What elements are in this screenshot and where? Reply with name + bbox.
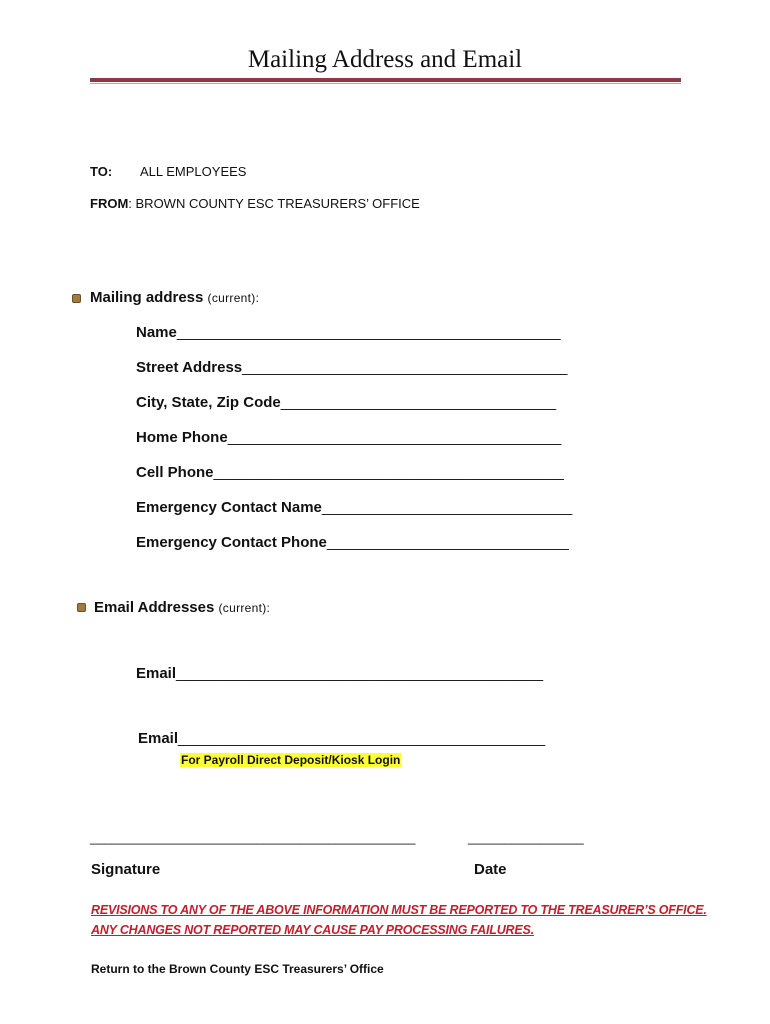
signature-label: Signature — [91, 861, 161, 878]
signature-line[interactable]: _____________________________________________ — [90, 830, 416, 845]
field-city-state-zip[interactable]: City, State, Zip Code_________________________________ — [136, 394, 557, 411]
field-emergency-contact-name[interactable]: Emergency Contact Name______________________________ — [136, 499, 573, 516]
field-email-1[interactable]: Email____________________________________________ — [136, 665, 544, 682]
warning-line-1: REVISIONS TO ANY OF THE ABOVE INFORMATION MUST BE REPORTED TO THE TREASURER’S OFFICE. — [91, 903, 707, 917]
field-cell-phone[interactable]: Cell Phone__________________________________________ — [136, 464, 564, 481]
field-line: ______________________________ — [321, 499, 573, 516]
field-line: ______________________________________________ — [176, 324, 561, 341]
email-note — [180, 751, 401, 769]
page-title: Mailing Address and Email — [247, 46, 523, 73]
title-rule — [90, 78, 681, 82]
to-label: TO: — [90, 164, 113, 179]
field-email-2[interactable]: Email____________________________________________ — [138, 730, 546, 747]
field-line: __________________________________________ — [213, 464, 564, 481]
date-label: Date — [474, 861, 507, 878]
from-label: FROM — [90, 196, 129, 211]
field-name[interactable]: Name______________________________________________ — [136, 324, 561, 341]
from-value: : BROWN COUNTY ESC TREASURERS’ OFFICE — [128, 196, 420, 211]
to-row — [90, 164, 112, 179]
field-home-phone[interactable]: Home Phone________________________________________ — [136, 429, 562, 446]
email-heading: Email Addresses (current): — [94, 599, 271, 616]
bullet-icon — [77, 603, 86, 612]
mailing-heading: Mailing address (current): — [90, 289, 260, 306]
title-rule-thin — [90, 83, 681, 84]
field-line: _________________________________ — [280, 394, 557, 411]
field-line: _______________________________________ — [242, 359, 568, 376]
warning-line-2: ANY CHANGES NOT REPORTED MAY CAUSE PAY PROCESSING FAILURES. — [91, 923, 534, 937]
field-line: ________________________________________ — [227, 429, 562, 446]
field-line: _____________________________ — [326, 534, 569, 551]
footer-return-note: Return to the Brown County ESC Treasurers’ Office — [91, 962, 384, 976]
field-line: ____________________________________________ — [178, 730, 546, 747]
field-street-address[interactable]: Street Address_______________________________________ — [136, 359, 568, 376]
bullet-icon — [72, 294, 81, 303]
highlighted-note: For Payroll Direct Deposit/Kiosk Login — [181, 753, 401, 767]
from-row — [90, 196, 420, 211]
field-line: ____________________________________________ — [176, 665, 544, 682]
field-emergency-contact-phone[interactable]: Emergency Contact Phone_____________________________ — [136, 534, 569, 551]
to-value: ALL EMPLOYEES — [140, 164, 247, 179]
date-line[interactable]: ________________ — [468, 830, 584, 845]
mailing-qualifier: (current): — [207, 291, 260, 305]
email-qualifier: (current): — [218, 601, 271, 615]
